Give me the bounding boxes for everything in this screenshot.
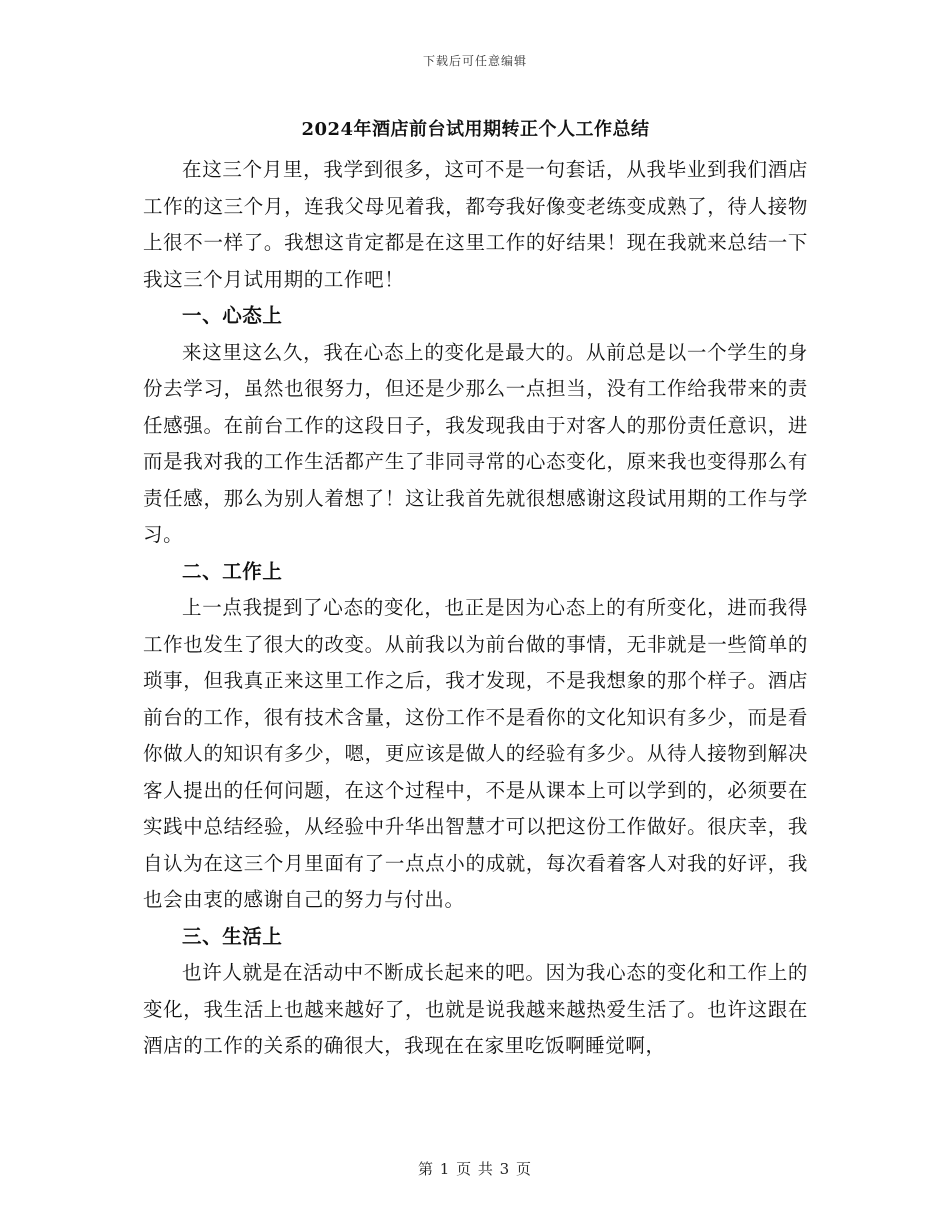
section-heading-mindset: 一、心态上: [182, 304, 283, 327]
section-text-mindset: 来这里这么久，我在心态上的变化是最大的。从前总是以一个学生的身份去学习，虽然也很努力，但还是少那么一点担当，没有工作给我带来的责任感强。在前台工作的这段日子，我发现我由于对客人的那份责任意识，进而是我对我的工作生活都产生了非同寻常的心态变化，原来我也变得那么有责任感，那么为别人着想了！这让我首先就很想感谢这段试用期的工作与学习。: [143, 340, 808, 546]
section-heading-life: 三、生活上: [182, 924, 283, 948]
document-title: 2024年酒店前台试用期转正个人工作总结: [301, 119, 650, 140]
page-number: 第 1 页 共 3 页: [418, 1160, 532, 1178]
intro-paragraph: 在这三个月里，我学到很多，这可不是一句套话，从我毕业到我们酒店工作的这三个月，连我父母见着我，都夸我好像变老练变成熟了，待人接物上很不一样了。我想这肯定都是在这里工作的好结果！现在我就来总结一下我这三个月试用期的工作吧！: [143, 158, 808, 291]
document-body: [143, 112, 808, 1065]
page-header-note: 下载后可任意编辑: [422, 54, 527, 68]
section-heading-work: 二、工作上: [182, 559, 283, 583]
section-text-life: 也许人就是在活动中不断成长起来的吧。因为我心态的变化和工作上的变化，我生活上也越来越好了，也就是说我越来越热爱生活了。也许这跟在酒店的工作的关系的确很大，我现在在家里吃饭啊睡觉啊，: [143, 961, 808, 1057]
section-text-work: 上一点我提到了心态的变化，也正是因为心态上的有所变化，进而我得工作也发生了很大的改变。从前我以为前台做的事情，无非就是一些简单的琐事，但我真正来这里工作之后，我才发现，不是我想象的那个样子。酒店前台的工作，很有技术含量，这份工作不是看你的文化知识有多少，而是看你做人的知识有多少，嗯，更应该是做人的经验有多少。从待人接物到解决客人提出的任何问题，在这个过程中，不是从课本上可以学到的，必须要在实践中总结经验，从经验中升华出智慧才可以把这份工作做好。很庆幸，我自认为在这三个月里面有了一点点小的成就，每次看着客人对我的好评，我也会由衷的感谢自己的努力与付出。: [143, 596, 808, 911]
